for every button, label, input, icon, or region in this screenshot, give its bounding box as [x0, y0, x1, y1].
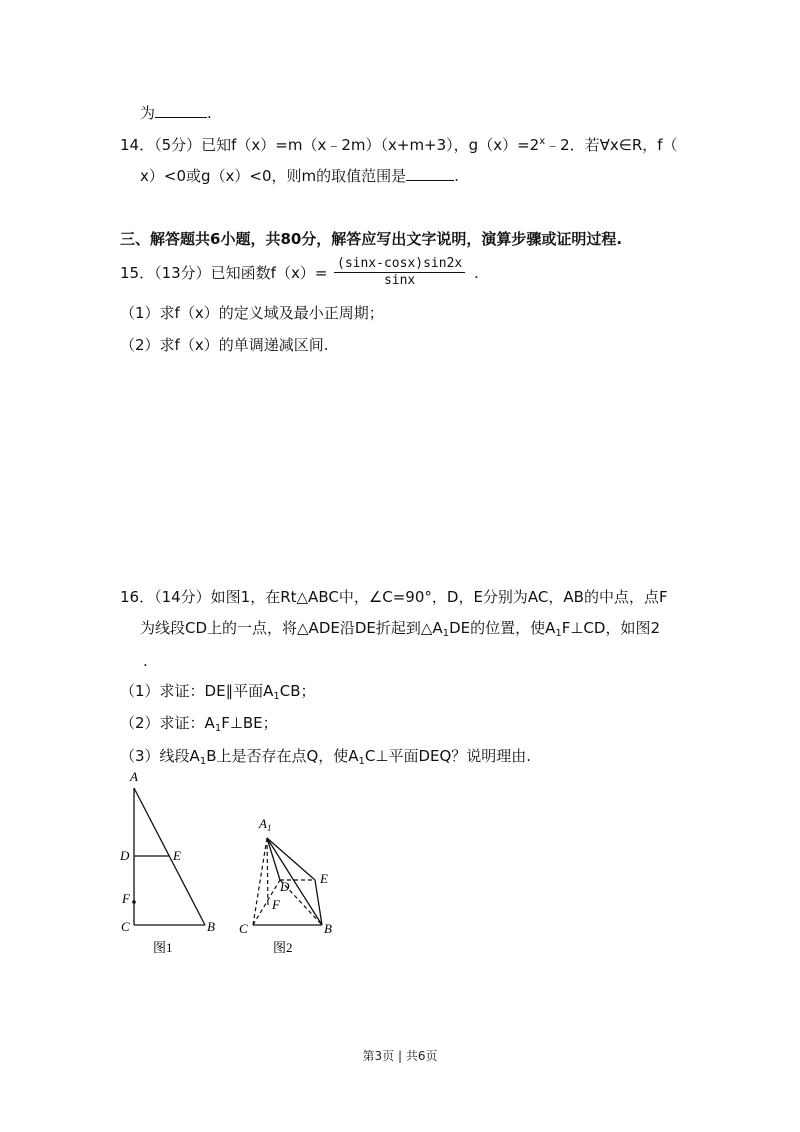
label-C: C: [239, 921, 248, 936]
q16-part1-text: CB；: [279, 682, 316, 700]
point-F: [132, 900, 136, 904]
q15-fraction: [334, 256, 465, 289]
label-F: F: [122, 891, 130, 906]
label-A1-subscript: 1: [266, 823, 272, 833]
q13-tail-end: .: [207, 104, 212, 122]
label-C: C: [121, 919, 130, 934]
q14-text-2: x）<0或g（x）<0，则m的取值范围是: [140, 167, 407, 185]
q16-text: 为线段CD上的一点，将△ADE沿DE折起到△A: [140, 619, 443, 637]
q16-part3-text: B上是否存在点Q，使A: [206, 747, 359, 765]
q16-line3: .: [143, 652, 148, 670]
q16-line2: [140, 618, 660, 638]
q15-part1: （1）求f（x）的定义域及最小正周期；: [120, 304, 384, 322]
subscript: 1: [442, 628, 450, 639]
section-heading: 三、解答题共6小题，共80分，解答应写出文字说明，演算步骤或证明过程.: [120, 230, 623, 248]
figure-2: [232, 810, 352, 960]
q16-part3-text: C⊥平面DEQ？说明理由.: [364, 747, 532, 765]
segment-CA1: [253, 838, 267, 925]
q16-line1: 16．（14分）如图1，在Rt△ABC中，∠C=90°，D，E分别为AC，AB的中点，点F: [120, 588, 668, 606]
label-A1: [258, 816, 271, 833]
label-A: A: [130, 770, 138, 784]
q15-stem: [120, 263, 327, 283]
q15-denominator: sinx: [383, 273, 416, 288]
answer-blank: [406, 166, 454, 181]
q16-part3: [120, 746, 531, 766]
q16-text: DE的位置，使A: [449, 619, 556, 637]
subscript: 1: [199, 756, 207, 767]
q15-part2: （2）求f（x）的单调递减区间.: [120, 336, 329, 354]
figure-1: [115, 770, 235, 960]
q14-line2: [140, 166, 459, 186]
q14-text-1: 14．（5分）已知f（x）=m（x﹣2m）（x+m+3），g（x）=2: [120, 136, 540, 154]
q15-stem-text: 15．（13分）已知函数f（x）=: [120, 264, 328, 282]
subscript: 1: [214, 723, 222, 734]
figure-2-caption: 图2: [273, 940, 293, 955]
segment-A1F: [267, 838, 268, 908]
label-E: E: [320, 871, 328, 886]
segment-A1E: [267, 838, 315, 880]
q15-stem-end: .: [474, 264, 479, 282]
q15-numerator: (sinx-cosx)sin2x: [334, 256, 465, 273]
label-E: E: [173, 848, 181, 863]
q13-tail-text: 为: [140, 104, 156, 122]
q16-text: F⊥CD，如图2: [561, 619, 660, 637]
label-B: B: [324, 921, 332, 936]
answer-blank: [155, 103, 207, 118]
label-A1-letter: A: [259, 816, 267, 831]
q14-text-1-end: ﹣2．若∀x∈R，f（: [545, 136, 678, 154]
label-B: B: [207, 919, 215, 934]
q16-part2-text: （2）求证：A: [120, 714, 215, 732]
label-F: F: [272, 897, 280, 912]
q14-text-2-end: .: [454, 167, 459, 185]
label-D: D: [120, 848, 130, 863]
q16-part2-text: F⊥BE；: [221, 714, 278, 732]
q16-part2: [120, 713, 278, 733]
q13-tail: [140, 103, 212, 123]
page-footer: 第3页 | 共6页: [362, 1049, 438, 1063]
label-D: D: [280, 879, 290, 894]
subscript: 1: [273, 691, 280, 702]
subscript: 1: [555, 628, 562, 639]
q16-part1: [120, 681, 315, 701]
figure-1-caption: 图1: [153, 940, 173, 955]
subscript: 1: [358, 756, 365, 767]
q16-part1-text: （1）求证：DE∥平面A: [120, 682, 274, 700]
q16-part3-text: （3）线段A: [120, 747, 200, 765]
q14-exponent: x: [539, 136, 546, 147]
q14-line1: [120, 135, 678, 155]
